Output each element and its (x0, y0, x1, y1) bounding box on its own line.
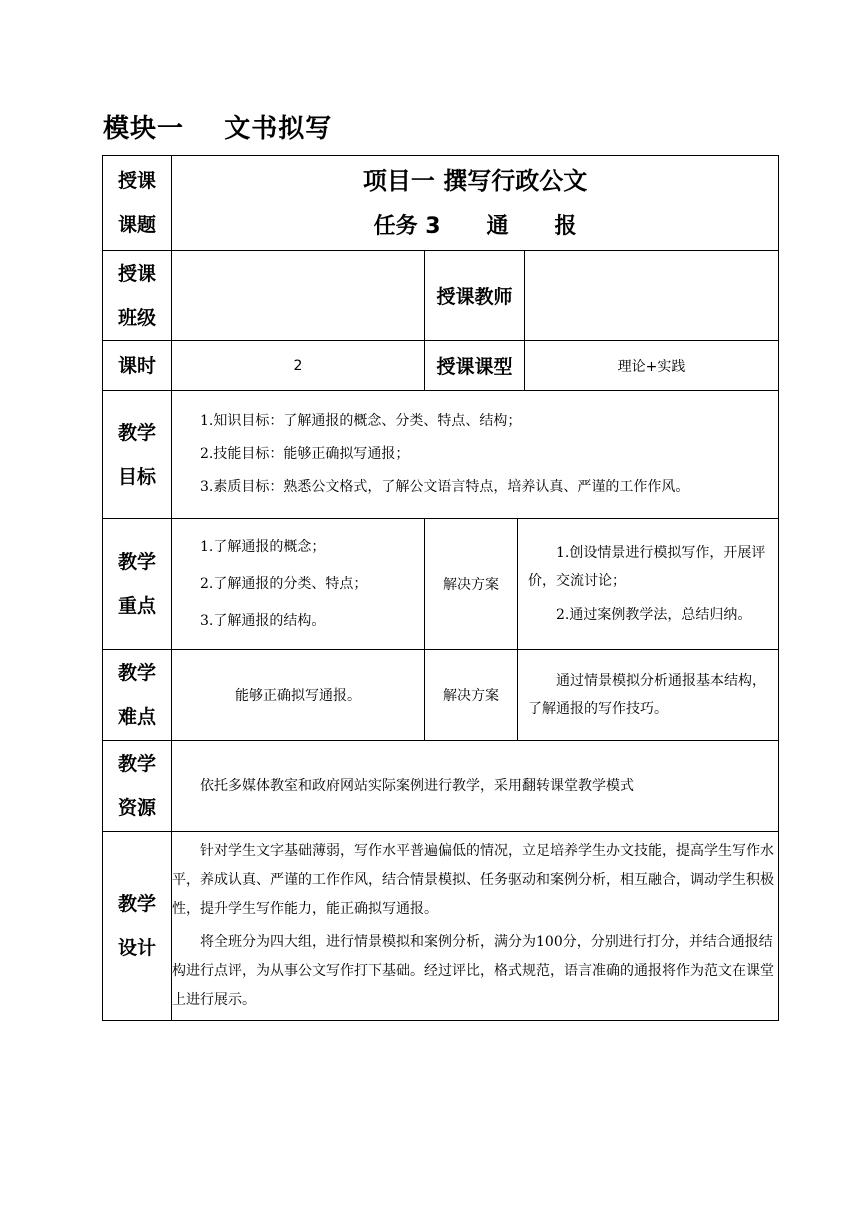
resources-label: 教学 资源 (103, 741, 172, 832)
hours-value: 2 (172, 341, 425, 391)
objective-item: 2.技能目标：能够正确拟写通报； (200, 446, 410, 462)
design-row (103, 832, 779, 1021)
topic-row (103, 156, 779, 251)
resources-cell (172, 741, 779, 832)
type-value: 理论+实践 (525, 341, 779, 391)
solution-item: 2.通过案例教学法，总结归纳。 (556, 607, 752, 623)
type-label: 授课课型 (425, 341, 525, 391)
difficulty-solution-cell (518, 650, 779, 741)
objectives-cell (172, 391, 779, 519)
design-label: 教学 设计 (103, 832, 172, 1021)
design-cell (172, 832, 779, 1021)
teacher-value (525, 251, 779, 341)
objectives-label: 教学 目标 (103, 391, 172, 519)
objective-item: 1.知识目标：了解通报的概念、分类、特点、结构； (200, 413, 522, 429)
objectives-row (103, 391, 779, 519)
module-title: 模块一 文书拟写 (103, 114, 333, 144)
lesson-plan-table (102, 155, 779, 1021)
task-title: 任务 3 通 报 (373, 214, 577, 239)
keypoints-cell (172, 519, 425, 650)
hours-label: 课时 (103, 341, 172, 391)
solution-item: 1.创设情景进行模拟写作，开展评价，交流讨论； (528, 545, 766, 589)
difficulty-solution-text: 通过情景模拟分析通报基本结构，了解通报的写作技巧。 (528, 673, 766, 717)
topic-label: 授课 课题 (103, 156, 172, 251)
keypoint-item: 3.了解通报的结构。 (200, 612, 326, 629)
resources-text: 依托多媒体教室和政府网站实际案例进行教学，采用翻转课堂教学模式 (200, 777, 634, 794)
topic-cell (172, 156, 779, 251)
keypoint-item: 1.了解通报的概念； (200, 538, 326, 555)
difficulties-label: 教学 难点 (103, 650, 172, 741)
difficulty-value: 能够正确拟写通报。 (172, 650, 425, 741)
resources-row (103, 741, 779, 832)
project-title: 项目一 撰写行政公文 (362, 167, 588, 195)
class-value (172, 251, 425, 341)
keypoints-solution-cell (518, 519, 779, 650)
class-label: 授课 班级 (103, 251, 172, 341)
objective-item: 3.素质目标：熟悉公文格式，了解公文语言特点，培养认真、严谨的工作作风。 (200, 479, 690, 495)
teacher-label: 授课教师 (425, 251, 525, 341)
design-paragraph: 针对学生文字基础薄弱，写作水平普遍偏低的情况，立足培养学生办文技能，提高学生写作水平，养成认真、严谨的工作作风，结合情景模拟、任务驱动和案例分析，相互融合，调动学生积极性，提升学生写作能力，能正确拟写通报。 (172, 843, 774, 917)
keypoint-item: 2.了解通报的分类、特点； (200, 575, 368, 592)
keypoints-row (103, 519, 779, 650)
keypoints-solution-label: 解决方案 (425, 519, 518, 650)
difficulty-solution-label: 解决方案 (425, 650, 518, 741)
class-row (103, 251, 779, 341)
difficulties-row (103, 650, 779, 741)
hours-row (103, 341, 779, 391)
design-paragraph: 将全班分为四大组，进行情景模拟和案例分析，满分为100分，分别进行打分，并结合通报结构进行点评，为从事公文写作打下基础。经过评比，格式规范，语言准确的通报将作为范文在课堂上进行展示。 (172, 934, 774, 1008)
keypoints-label: 教学 重点 (103, 519, 172, 650)
